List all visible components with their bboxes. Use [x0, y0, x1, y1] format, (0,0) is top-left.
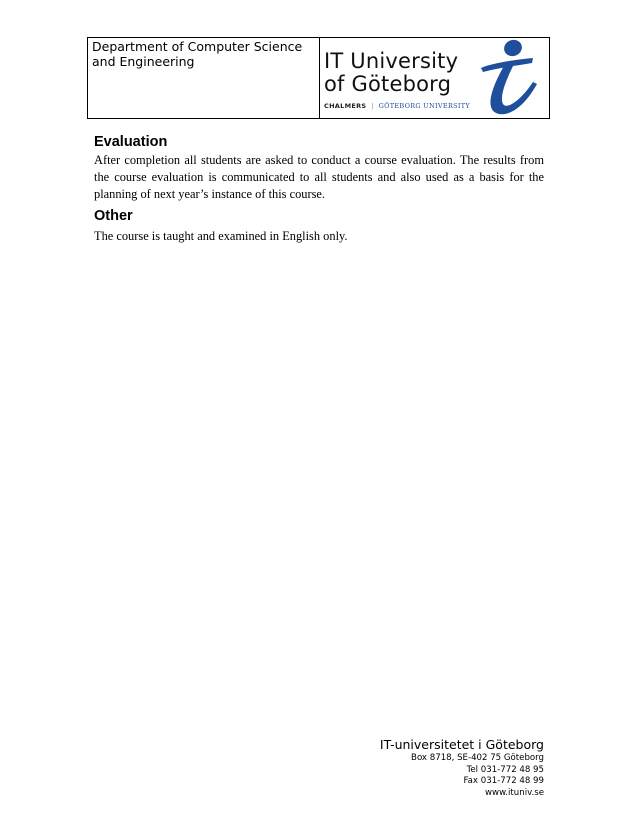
logo-separator: |: [371, 102, 374, 110]
logo-gu: GÖTEBORG UNIVERSITY: [378, 102, 470, 110]
logo-cell: [320, 38, 549, 118]
department-cell: [88, 38, 320, 118]
footer-address: Box 8718, SE-402 75 Göteborg: [411, 753, 544, 763]
logo-title-line1: IT University: [324, 49, 459, 73]
department-name: Department of Computer Science and Engineering: [92, 39, 303, 69]
section-heading-other: Other: [94, 208, 133, 224]
footer-web: www.ituniv.se: [485, 787, 544, 798]
it-university-logo-icon: [475, 38, 545, 116]
logo-subtitle: [324, 102, 470, 110]
logo-chalmers: CHALMERS: [324, 102, 367, 110]
section-heading-evaluation: Evaluation: [94, 134, 168, 150]
footer-tel: Tel 031-772 48 95: [466, 764, 544, 775]
header-box: [87, 37, 550, 119]
footer: [380, 737, 544, 799]
section-text-evaluation: After completion all students are asked to conduct a course evaluation. The results from the course evaluation is communicated to all students and also used as a basis for the planning of next year’s instance of this course.: [94, 153, 544, 201]
footer-institution: IT-universitetet i Göteborg: [379, 737, 544, 752]
logo-title-line2: of Göteborg: [324, 72, 452, 96]
section-text-other: The course is taught and examined in English only.: [94, 229, 348, 243]
footer-fax: Fax 031-772 48 99: [463, 776, 544, 786]
